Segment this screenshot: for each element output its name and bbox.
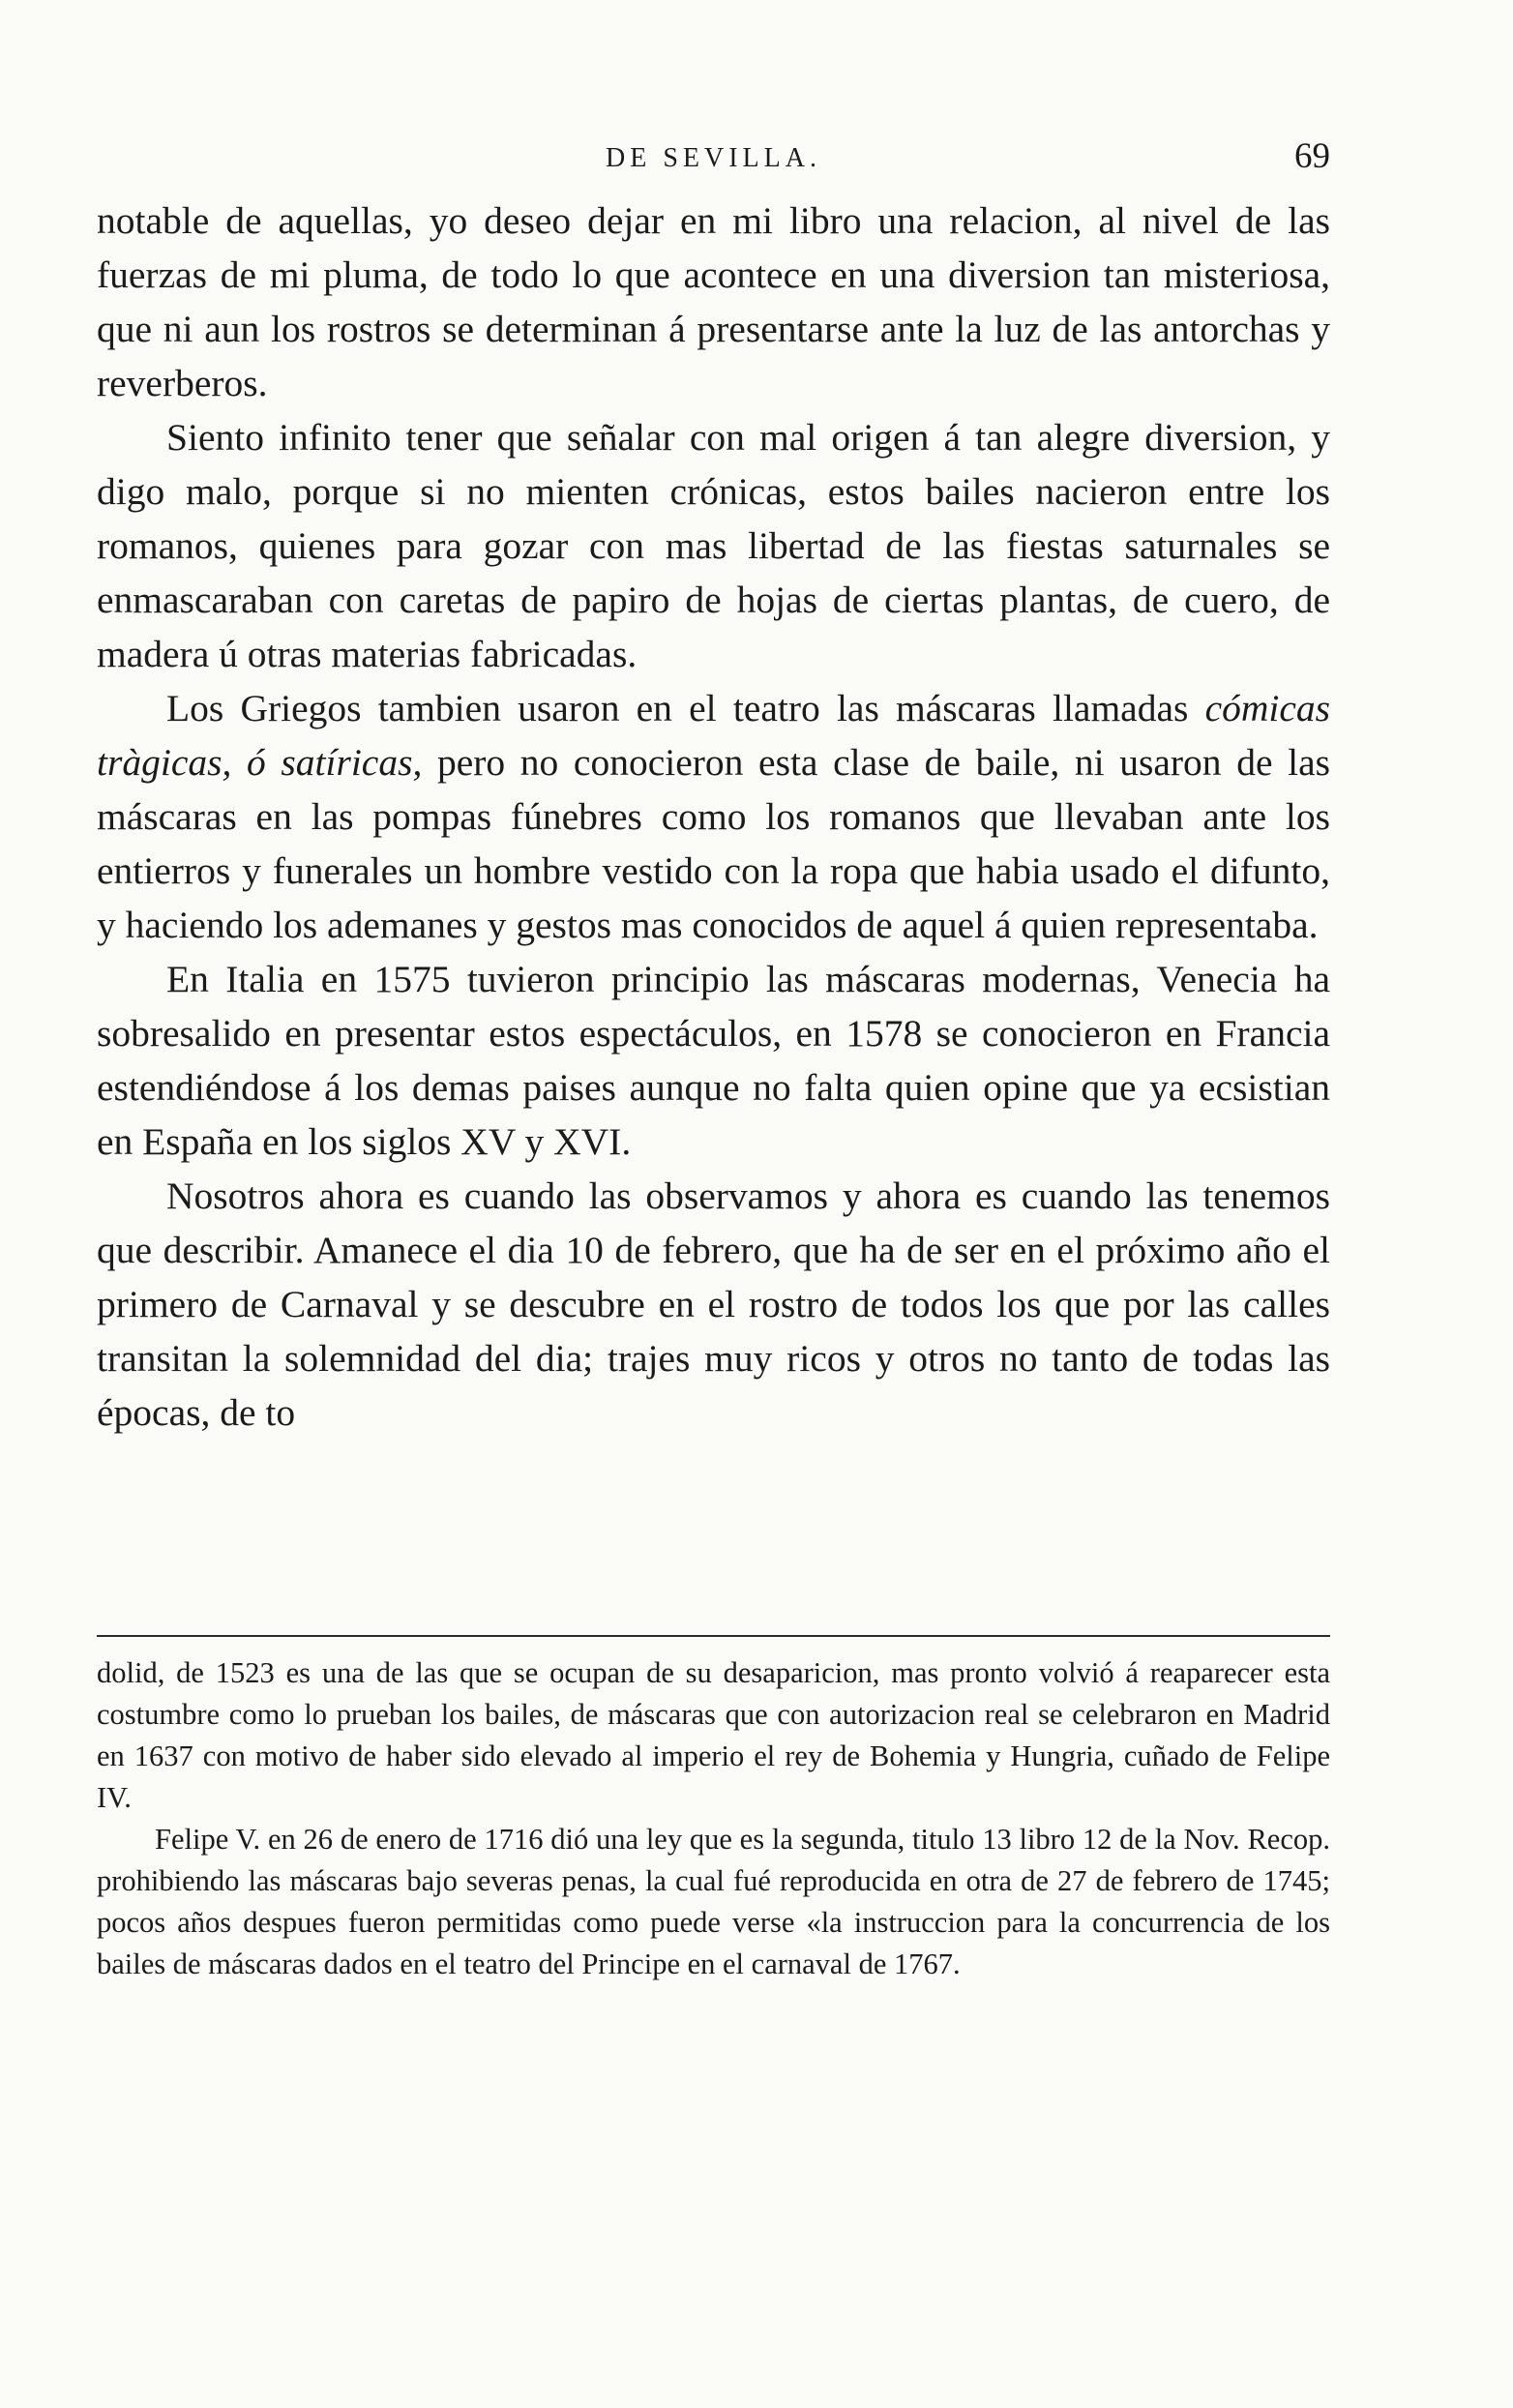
- paragraph-greeks-text-1: Los Griegos tambien usaron en el teatro las máscaras llamadas: [166, 687, 1205, 729]
- paragraph-greeks: [97, 681, 1330, 952]
- paragraph-greeks-text-2: pero no conocieron esta clase de baile, ni usaron de las máscaras en las pompas fúnebres como los romanos que llevaban ante los entierros y funerales un hombre vestido con la ropa que habia usado el difunto, y haciendo los ademanes y gestos mas conocidos de aquel á quien representaba.: [97, 741, 1330, 946]
- paragraph-origin-of-masks: Siento infinito tener que señalar con mal origen á tan alegre diversion, y digo malo, porque si no mienten crónicas, estos bailes nacieron entre los romanos, quienes para gozar con mas libertad de las fiestas saturnales se enmascaraban con caretas de papiro de hojas de ciertas plantas, de cuero, de madera ú otras materias fabricadas.: [97, 416, 1330, 675]
- footnote-rule: [97, 1635, 1330, 1637]
- paragraph-greeks-italic: cómicas tràgicas, ó satíricas,: [97, 687, 1330, 784]
- paragraph-carnaval: Nosotros ahora es cuando las observamos y ahora es cuando las tenemos que describir. Amanece el dia 10 de febrero, que ha de ser en el próximo año el primero de Carnaval y se descubre en el rostro de todos los que por las calles transitan la solemnidad del dia; trajes muy ricos y otros no tanto de todas las épocas, de to: [97, 1174, 1330, 1434]
- paragraph-italy: En Italia en 1575 tuvieron principio las máscaras modernas, Venecia ha sobresalido en presentar estos espectáculos, en 1578 se conocieron en Francia estendiéndose á los demas paises aunque no falta quien opine que ya ecsistian en España en los siglos XV y XVI.: [97, 958, 1330, 1163]
- footnotes: [97, 1652, 1330, 1985]
- paragraph-continuation: notable de aquellas, yo deseo dejar en mi libro una relacion, al nivel de las fuerzas de mi pluma, de todo lo que acontece en una diversion tan misteriosa, que ni aun los rostros se determinan á presentarse ante la luz de las antorchas y reverberos.: [97, 199, 1330, 404]
- page-number: 69: [1294, 136, 1330, 176]
- running-head: [97, 135, 1330, 184]
- footnote-felipe: Felipe V. en 26 de enero de 1716 dió una ley que es la segunda, titulo 13 libro 12 de la Nov. Recop. prohibiendo las máscaras bajo severas penas, la cual fué reproducida en otra de 27 de febrero de 1745; pocos años despues fueron permitidas como puede verse «la instruccion para la concurrencia de los bailes de máscaras dados en el teatro del Principe en el carnaval de 1767.: [97, 1823, 1330, 1980]
- main-text: [97, 193, 1330, 1440]
- running-title: DE SEVILLA.: [606, 143, 821, 173]
- footnote-continuation: dolid, de 1523 es una de las que se ocupan de su desaparicion, mas pronto volvió á reaparecer esta costumbre como lo prueban los bailes, de máscaras que con autorizacion real se celebraron en Madrid en 1637 con motivo de haber sido elevado al imperio el rey de Bohemia y Hungria, cuñado de Felipe IV.: [97, 1656, 1330, 1814]
